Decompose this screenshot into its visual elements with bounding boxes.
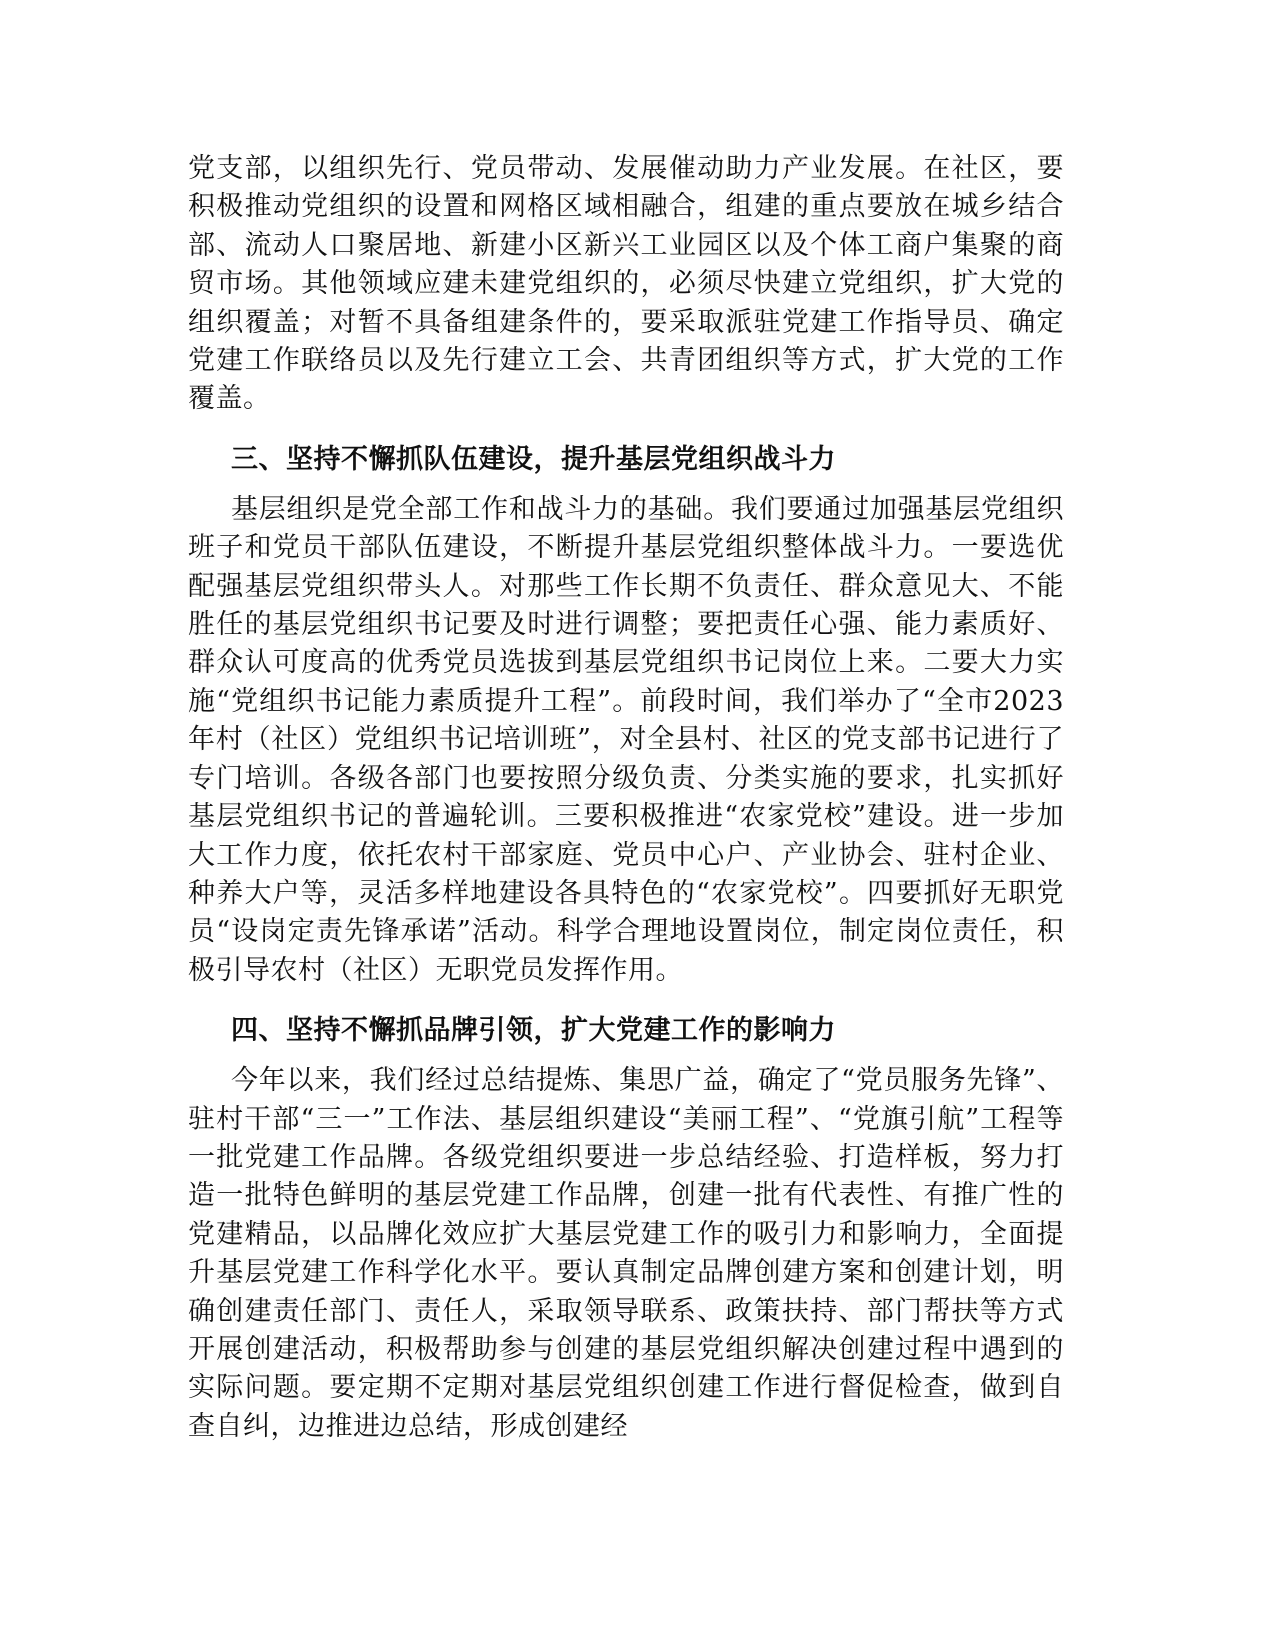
- document-page: [188, 150, 1064, 1446]
- paragraph-continued: 党支部，以组织先行、党员带动、发展催动助力产业发展。在社区，要积极推动党组织的设置和网格区域相融合，组建的重点要放在城乡结合部、流动人口聚居地、新建小区新兴工业园区以及个体工商户集聚的商贸市场。其他领域应建未建党组织的，必须尽快建立党组织，扩大党的组织覆盖；对暂不具备组建条件的，要采取派驻党建工作指导员、确定党建工作联络员以及先行建立工会、共青团组织等方式，扩大党的工作覆盖。: [188, 153, 1064, 415]
- paragraph-brand-leading: 今年以来，我们经过总结提炼、集思广益，确定了“党员服务先锋”、驻村干部“三一”工作法、基层组织建设“美丽工程”、“党旗引航”工程等一批党建工作品牌。各级党组织要进一步总结经验、打造样板，努力打造一批特色鲜明的基层党建工作品牌，创建一批有代表性、有推广性的党建精品，以品牌化效应扩大基层党建工作的吸引力和影响力，全面提升基层党建工作科学化水平。要认真制定品牌创建方案和创建计划，明确创建责任部门、责任人，采取领导联系、政策扶持、部门帮扶等方式开展创建活动，积极帮助参与创建的基层党组织解决创建过程中遇到的实际问题。要定期不定期对基层党组织创建工作进行督促检查，做到自查自纠，边推进边总结，形成创建经: [188, 1065, 1064, 1442]
- section-heading-3: 三、坚持不懈抓队伍建设，提升基层党组织战斗力: [231, 443, 836, 475]
- paragraph-team-building: 基层组织是党全部工作和战斗力的基础。我们要通过加强基层党组织班子和党员干部队伍建设，不断提升基层党组织整体战斗力。一要选优配强基层党组织带头人。对那些工作长期不负责任、群众意见大、不能胜任的基层党组织书记要及时进行调整；要把责任心强、能力素质好、群众认可度高的优秀党员选拔到基层党组织书记岗位上来。二要大力实施“党组织书记能力素质提升工程”。前段时间，我们举办了“全市2023年村（社区）党组织书记培训班”，对全县村、社区的党支部书记进行了专门培训。各级各部门也要按照分级负责、分类实施的要求，扎实抓好基层党组织书记的普遍轮训。三要积极推进“农家党校”建设。进一步加大工作力度，依托农村干部家庭、党员中心户、产业协会、驻村企业、种养大户等，灵活多样地建设各具特色的“农家党校”。四要抓好无职党员“设岗定责先锋承诺”活动。科学合理地设置岗位，制定岗位责任，积极引导农村（社区）无职党员发挥作用。: [188, 493, 1064, 986]
- section-heading-4: 四、坚持不懈抓品牌引领，扩大党建工作的影响力: [231, 1015, 836, 1047]
